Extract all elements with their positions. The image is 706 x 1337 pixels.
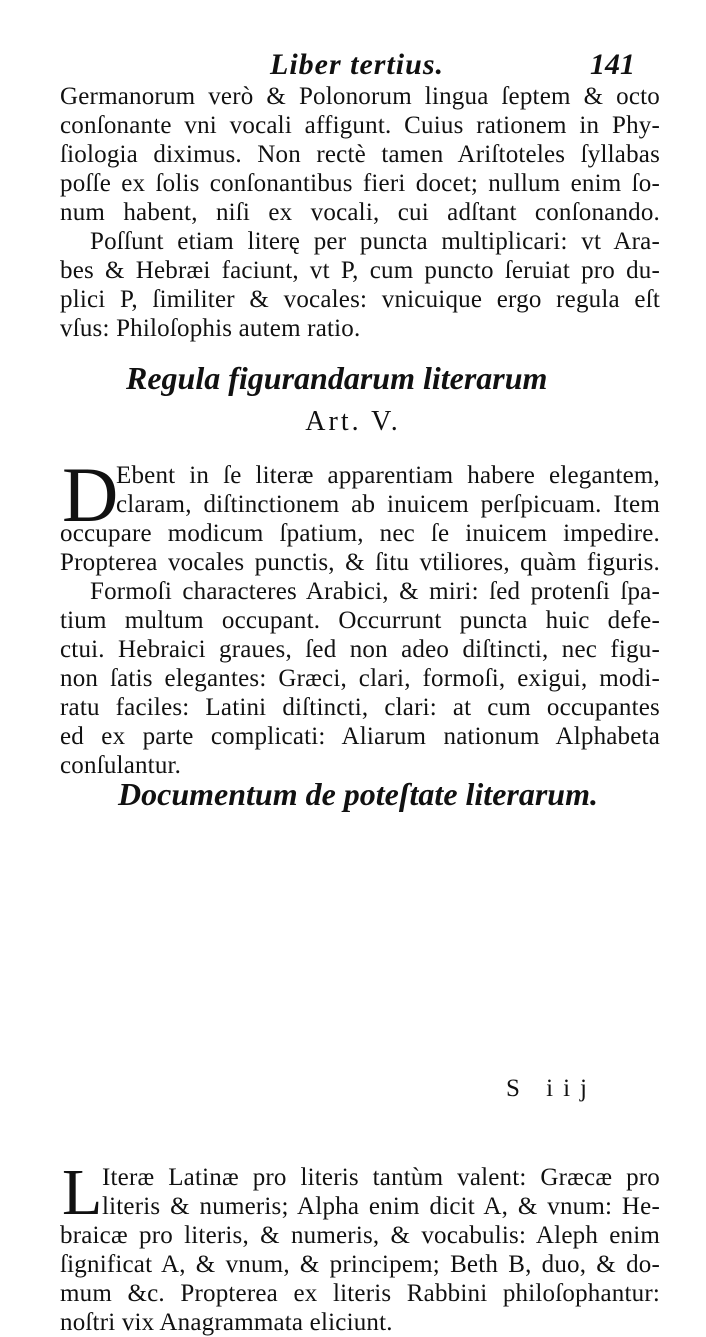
possunt-paragraph xyxy=(60,227,660,343)
drop-cap-d: D xyxy=(62,451,119,538)
text-line: ſiologia diximus. Non rectè tamen Ariſtoteles ſyllabas xyxy=(60,141,660,168)
text-line: noſtri vix Anagrammata eliciunt. xyxy=(60,1309,393,1336)
page-number: 141 xyxy=(590,48,635,81)
text-line: literis & numeris; Alpha enim dicit A, & vnum: He- xyxy=(102,1193,660,1220)
text-line: conſonante vni vocali affigunt. Cuius rationem in Phy- xyxy=(60,112,660,139)
text-line: mum &c. Propterea ex literis Rabbini philoſophantur: xyxy=(60,1280,660,1307)
text-line: Formoſi characteres Arabici, & miri: ſed protenſi ſpa- xyxy=(90,578,660,605)
text-line: ed ex parte complicati: Aliarum nationum Alphabeta xyxy=(60,723,660,750)
section-heading-documentum: Documentum de poteſtate literarum. xyxy=(118,776,598,812)
drop-cap-l: L xyxy=(62,1156,103,1229)
text-line: bes & Hebræi faciunt, vt P, cum puncto ſeruiat pro du- xyxy=(60,257,660,284)
text-line: ſignificat A, & vnum, & principem; Beth B, duo, & do- xyxy=(60,1251,660,1278)
text-line: claram, diſtinctionem ab inuicem perſpicuam. Item xyxy=(116,491,660,518)
text-line: Ebent in ſe literæ apparentiam habere elegantem, xyxy=(116,462,660,489)
text-line: Germanorum verò & Polonorum lingua ſeptem & octo xyxy=(60,83,660,110)
text-line: num habent, niſi ex vocali, cui adſtant conſonando. xyxy=(60,199,660,226)
page-footer xyxy=(0,1075,706,1109)
documentum-paragraph xyxy=(60,1156,660,1337)
section-heading-regula: Regula figurandarum literarum xyxy=(126,360,548,396)
text-line: Iteræ Latinæ pro literis tantùm valent: Græcæ pro xyxy=(102,1164,660,1191)
signature-mark: S iij xyxy=(506,1075,597,1102)
text-line: vſus: Philoſophis autem ratio. xyxy=(60,315,361,342)
text-line: plici P, ſimiliter & vocales: vnicuique ergo regula eſt xyxy=(60,286,660,313)
text-line: Poſſunt etiam literę per puncta multiplicari: vt Ara- xyxy=(90,228,660,255)
text-line: occupare modicum ſpatium, nec ſe inuicem impedire. xyxy=(60,520,660,547)
intro-paragraph xyxy=(60,82,660,227)
article-label: Art. V. xyxy=(305,406,401,437)
text-line: ctui. Hebraici graues, ſed non adeo diſtincti, nec figu- xyxy=(60,636,660,663)
running-title: Liber tertius. xyxy=(270,48,445,81)
text-line: conſulantur. xyxy=(60,752,182,779)
text-line: tium multum occupant. Occurrunt puncta huic defe- xyxy=(60,607,660,634)
text-line: non ſatis elegantes: Græci, clari, formoſi, exigui, modi- xyxy=(60,665,660,692)
text-line: Propterea vocales punctis, & ſitu vtiliores, quàm figuris. xyxy=(60,549,660,576)
text-line: braicæ pro literis, & numeris, & vocabulis: Aleph enim xyxy=(60,1222,660,1249)
text-line: poſſe ex ſolis conſonantibus fieri docet; nullum enim ſo- xyxy=(60,170,660,197)
regula-paragraph xyxy=(60,451,660,780)
text-line: ratu faciles: Latini diſtincti, clari: at cum occupantes xyxy=(60,694,660,721)
